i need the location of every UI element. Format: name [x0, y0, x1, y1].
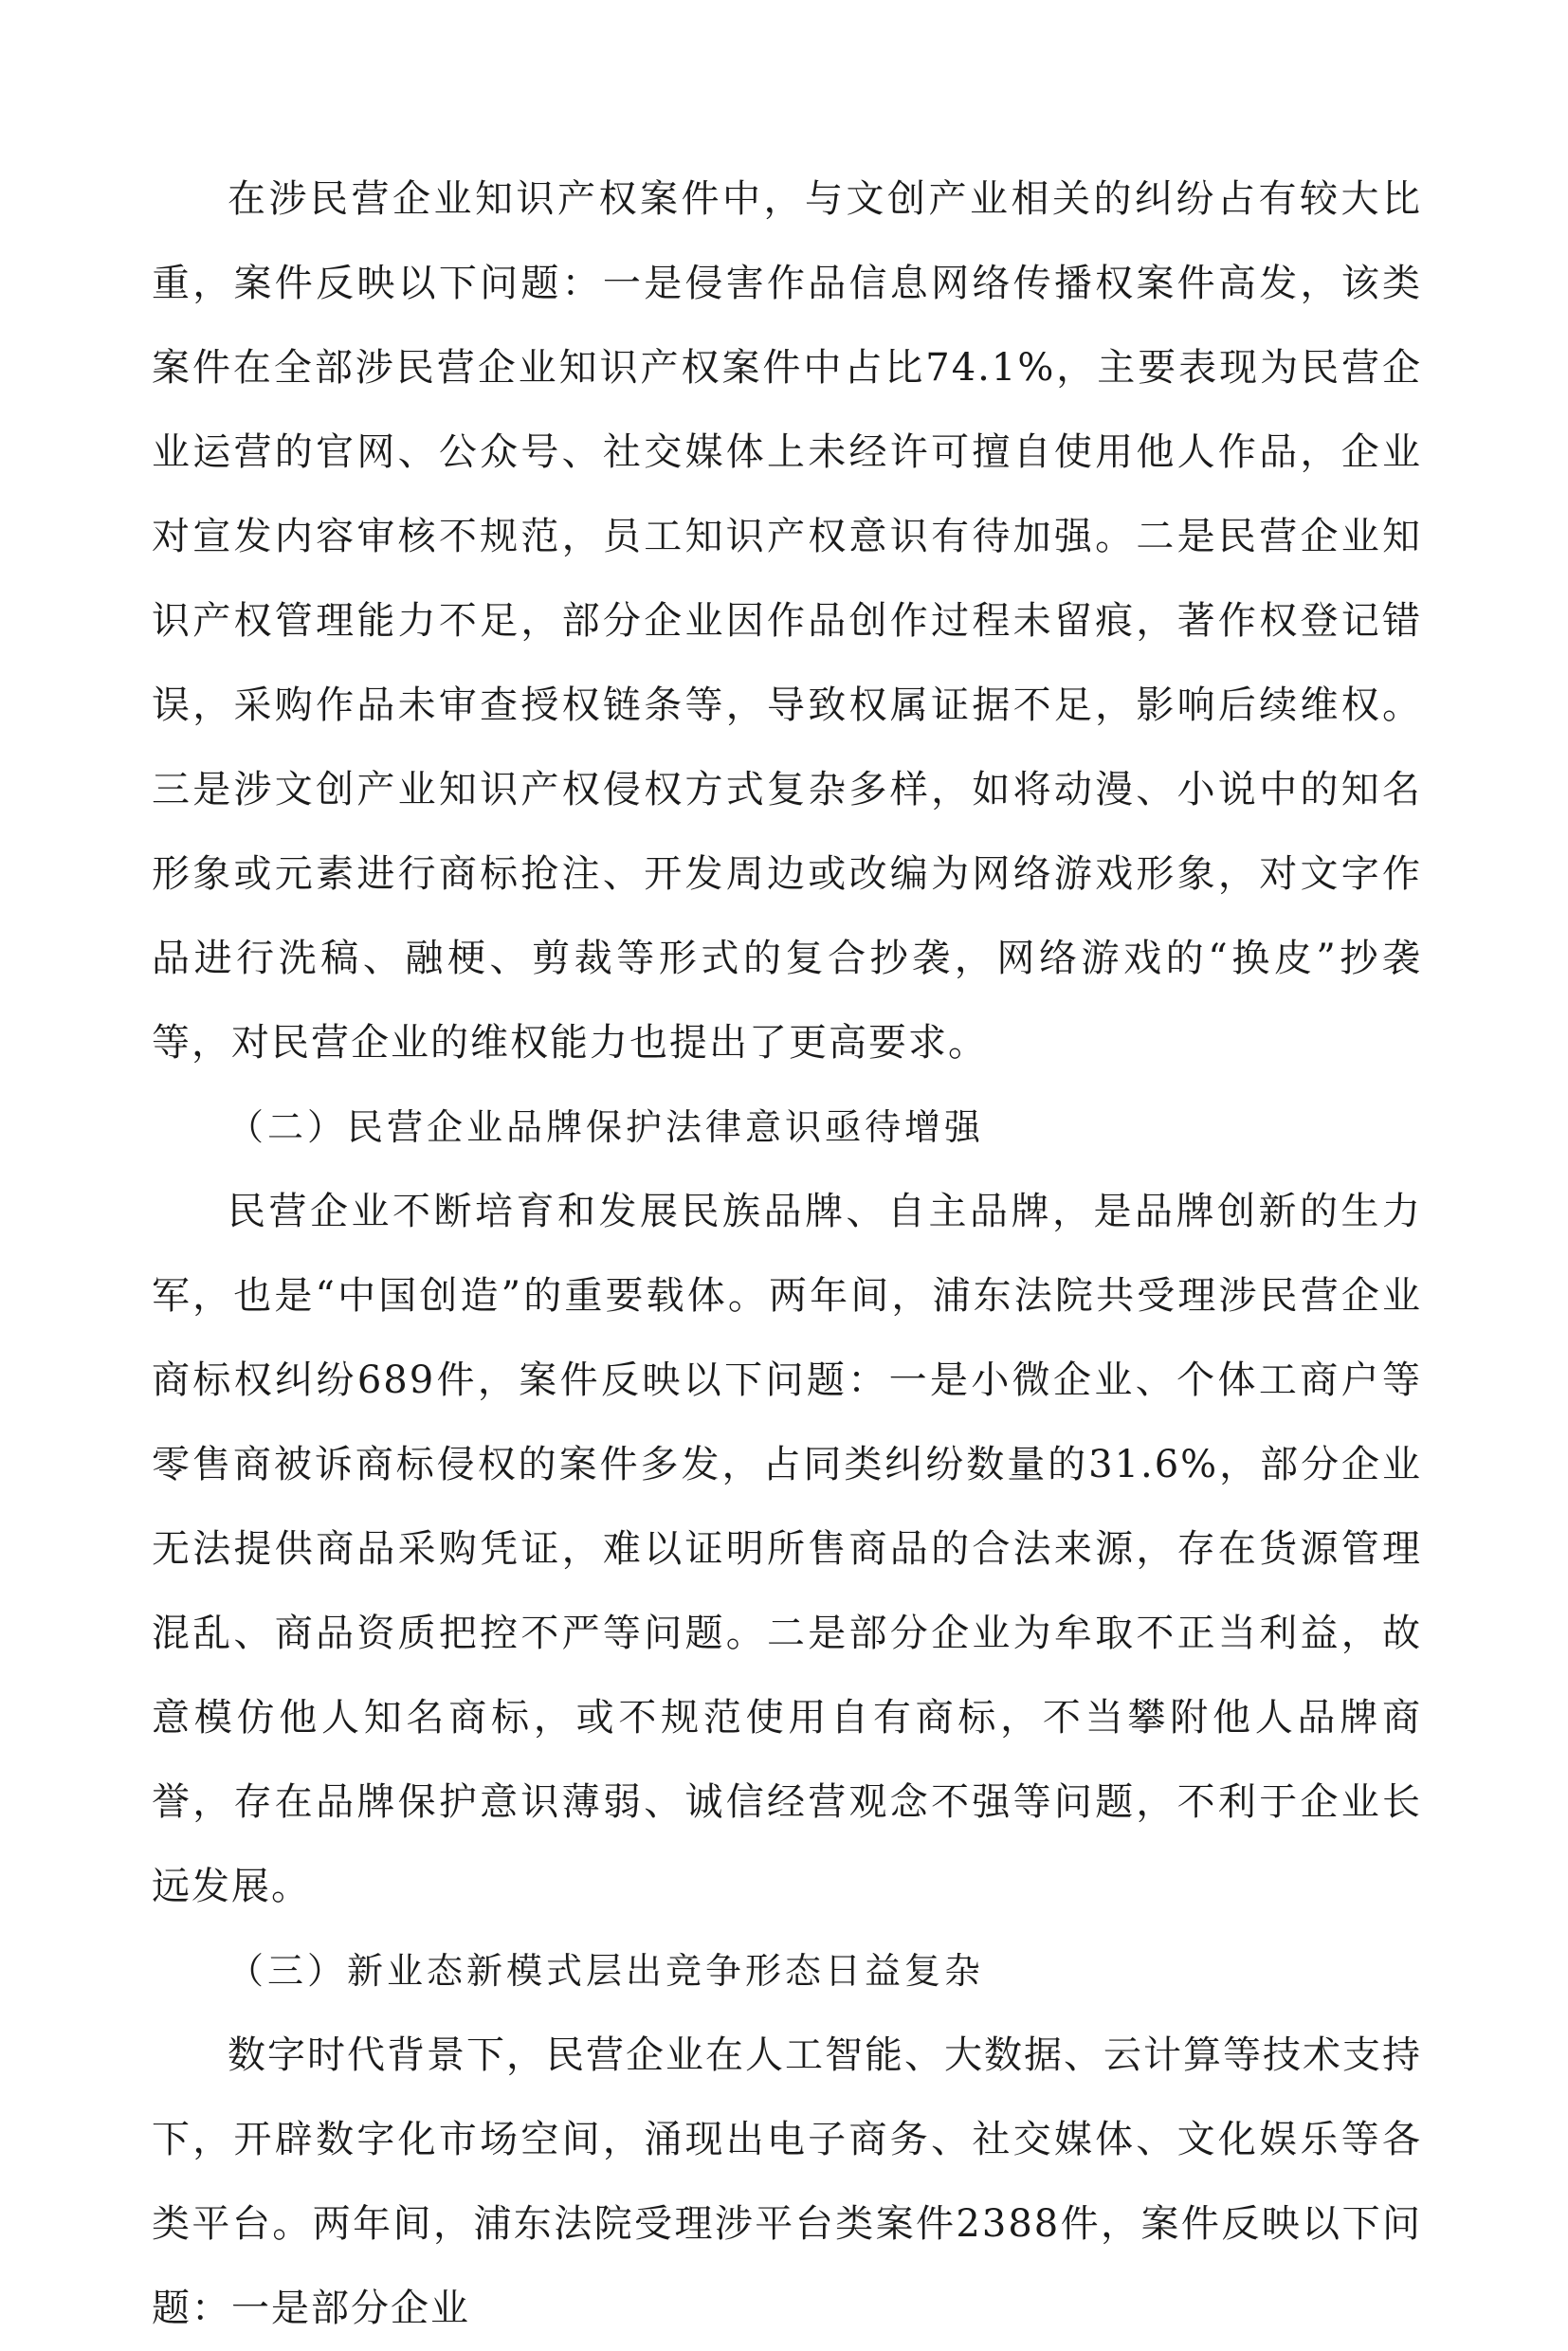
paragraph-platform-cases: 数字时代背景下，民营企业在人工智能、大数据、云计算等技术支持下，开辟数字化市场空间，涌现出电子商务、社交媒体、文化娱乐等各类平台。两年间，浦东法院受理涉平台类案件2388件，案件反映以下问题：一是部分企业	[152, 2033, 1422, 2330]
paragraph-trademark-disputes: 民营企业不断培育和发展民族品牌、自主品牌，是品牌创新的生力军，也是“中国创造”的重要载体。两年间，浦东法院共受理涉民营企业商标权纠纷689件，案件反映以下问题：一是小微企业、个体工商户等零售商被诉商标侵权的案件多发，占同类纠纷数量的31.6%，部分企业无法提供商品采购凭证，难以证明所售商品的合法来源，存在货源管理混乱、商品资质把控不严等问题。二是部分企业为牟取不正当利益，故意模仿他人知名商标，或不规范使用自有商标，不当攀附他人品牌商誉，存在品牌保护意识薄弱、诚信经营观念不强等问题，不利于企业长远发展。	[152, 1190, 1422, 1908]
section-heading-brand-protection: （二）民营企业品牌保护法律意识亟待增强	[228, 1106, 985, 1148]
document-page	[152, 157, 1422, 2351]
section-heading-new-business-models: （三）新业态新模式层出竞争形态日益复杂	[228, 1950, 985, 1992]
paragraph-ip-cultural-creative: 在涉民营企业知识产权案件中，与文创产业相关的纠纷占有较大比重，案件反映以下问题：一是侵害作品信息网络传播权案件高发，该类案件在全部涉民营企业知识产权案件中占比74.1%，主要表现为民营企业运营的官网、公众号、社交媒体上未经许可擅自使用他人作品，企业对宣发内容审核不规范，员工知识产权意识有待加强。二是民营企业知识产权管理能力不足，部分企业因作品创作过程未留痕，著作权登记错误，采购作品未审查授权链条等，导致权属证据不足，影响后续维权。三是涉文创产业知识产权侵权方式复杂多样，如将动漫、小说中的知名形象或元素进行商标抢注、开发周边或改编为网络游戏形象，对文字作品进行洗稿、融梗、剪裁等形式的复合抄袭，网络游戏的“换皮”抄袭等，对民营企业的维权能力也提出了更高要求。	[152, 177, 1422, 1065]
